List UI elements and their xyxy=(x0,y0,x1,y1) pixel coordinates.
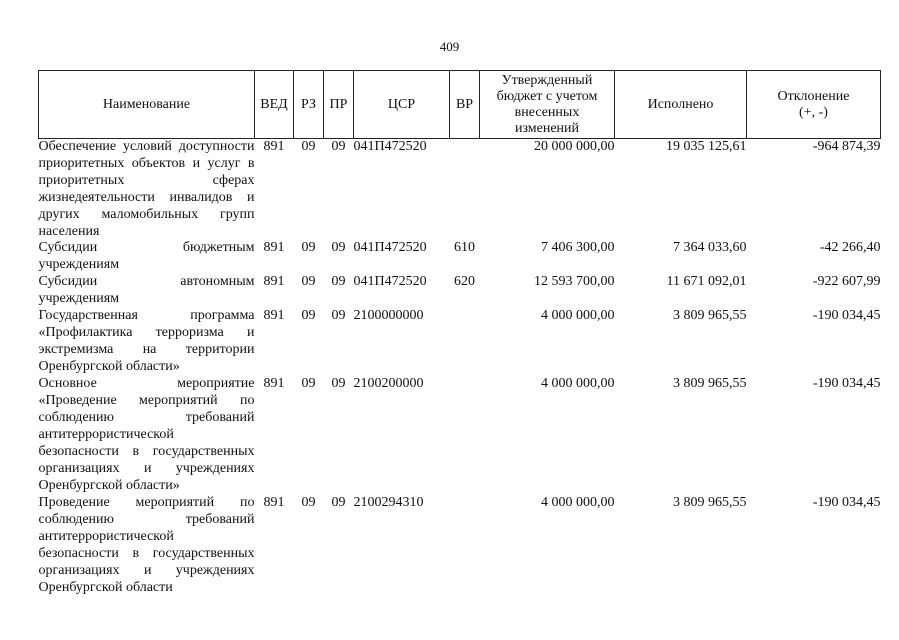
budget-execution-table xyxy=(38,70,881,597)
row-vr xyxy=(450,308,480,376)
row-pr: 09 xyxy=(331,139,346,154)
row-csr: 041П472520 xyxy=(353,240,427,256)
header-name: Наименование xyxy=(39,71,255,139)
row-name: Субсидии автономным учреждениям xyxy=(38,274,255,307)
table-row xyxy=(39,274,881,308)
row-name: Проведение мероприятий по соблюдению требований антитеррористической безопасности в государственных организациях и учреждениях Оренбургской области xyxy=(38,495,255,595)
row-executed: 11 671 092,01 xyxy=(666,274,747,290)
row-csr: 041П472520 xyxy=(353,274,427,290)
page-number: 409 xyxy=(439,39,460,54)
row-pr: 09 xyxy=(331,240,346,256)
row-executed: 19 035 125,61 xyxy=(666,139,747,154)
row-name: Обеспечение условий доступности приоритетных объектов и услуг в приоритетных сферах жизнедеятельности инвалидов и других маломобильных групп населения xyxy=(38,139,255,239)
row-ved: 891 xyxy=(263,376,285,392)
row-vr: 610 xyxy=(454,240,475,256)
header-csr: ЦСР xyxy=(354,71,450,139)
row-executed: 3 809 965,55 xyxy=(673,308,747,324)
row-approved: 4 000 000,00 xyxy=(541,376,615,392)
row-ved: 891 xyxy=(263,274,285,290)
row-name: Основное мероприятие «Проведение мероприятий по соблюдению требований антитеррористической безопасности в государственных организациях и учреждениях Оренбургской области» xyxy=(38,376,255,493)
row-approved: 4 000 000,00 xyxy=(541,495,615,511)
header-rz: РЗ xyxy=(294,71,324,139)
row-approved: 7 406 300,00 xyxy=(541,240,615,256)
row-csr: 2100200000 xyxy=(353,376,424,392)
header-deviation xyxy=(747,71,881,139)
row-deviation: -190 034,45 xyxy=(812,376,881,392)
row-ved: 891 xyxy=(263,308,285,324)
table-row xyxy=(39,139,881,241)
row-pr: 09 xyxy=(331,274,346,290)
row-name: Государственная программа «Профилактика терроризма и экстремизма на территории Оренбургской области» xyxy=(38,308,255,375)
row-csr: 2100294310 xyxy=(353,495,424,511)
row-approved: 4 000 000,00 xyxy=(541,308,615,324)
row-rz: 09 xyxy=(301,274,316,290)
table-row xyxy=(39,240,881,274)
row-executed: 3 809 965,55 xyxy=(673,376,747,392)
header-deviation-label: Отклонение xyxy=(777,88,850,104)
row-pr: 09 xyxy=(331,376,346,392)
row-rz: 09 xyxy=(301,308,316,324)
row-approved: 12 593 700,00 xyxy=(534,274,615,290)
row-rz: 09 xyxy=(301,495,316,511)
row-deviation: -190 034,45 xyxy=(812,308,881,324)
row-vr xyxy=(450,139,480,241)
row-rz: 09 xyxy=(301,376,316,392)
row-deviation: -964 874,39 xyxy=(812,139,881,154)
row-ved: 891 xyxy=(263,139,285,154)
header-deviation-sign: (+, -) xyxy=(799,104,828,120)
row-executed: 7 364 033,60 xyxy=(673,240,747,256)
row-vr xyxy=(450,495,480,597)
table-header-row xyxy=(39,71,881,139)
row-vr xyxy=(450,376,480,495)
row-csr: 2100000000 xyxy=(353,308,424,324)
row-rz: 09 xyxy=(301,240,316,256)
row-ved: 891 xyxy=(263,240,285,256)
header-ved: ВЕД xyxy=(255,71,294,139)
row-approved: 20 000 000,00 xyxy=(534,139,615,154)
row-deviation: -190 034,45 xyxy=(812,495,881,511)
row-rz: 09 xyxy=(301,139,316,154)
table-row xyxy=(39,376,881,495)
row-deviation: -42 266,40 xyxy=(819,240,881,256)
row-pr: 09 xyxy=(331,308,346,324)
row-ved: 891 xyxy=(263,495,285,511)
row-deviation: -922 607,99 xyxy=(812,274,881,290)
header-executed: Исполнено xyxy=(615,71,747,139)
row-name: Субсидии бюджетным учреждениям xyxy=(38,240,255,273)
row-executed: 3 809 965,55 xyxy=(673,495,747,511)
row-csr: 041П472520 xyxy=(353,139,427,154)
header-pr: ПР xyxy=(324,71,354,139)
header-approved-budget: Утвержденный бюджет с учетом внесенных изменений xyxy=(480,71,615,139)
table-row xyxy=(39,308,881,376)
row-pr: 09 xyxy=(331,495,346,511)
table-row xyxy=(39,495,881,597)
header-vr: ВР xyxy=(450,71,480,139)
row-vr: 620 xyxy=(454,274,475,290)
